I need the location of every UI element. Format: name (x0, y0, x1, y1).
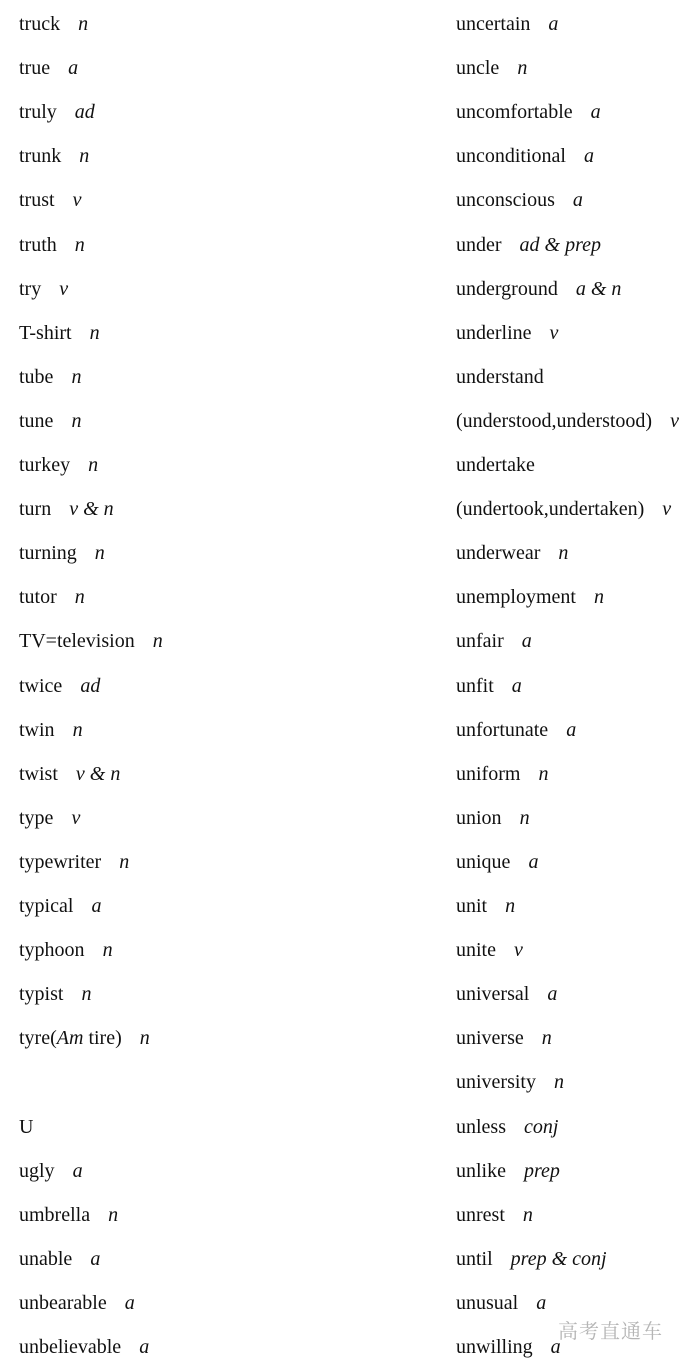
entry-word: tune (19, 409, 54, 432)
entry-word: tyre(Am tire) (19, 1027, 122, 1050)
entry-part-of-speech: a (90, 1247, 101, 1270)
word-entry (19, 453, 98, 477)
word-entry (456, 1159, 560, 1183)
entry-word: TV=television (19, 630, 135, 653)
entry-word: unconscious (456, 189, 555, 212)
entry-word: understand (456, 365, 544, 388)
word-entry (19, 188, 81, 212)
word-entry (456, 188, 583, 212)
word-entry (19, 1335, 149, 1359)
entry-part-of-speech: n (519, 806, 530, 829)
entry-word: underwear (456, 542, 541, 565)
entry-word: type (19, 806, 54, 829)
word-entry (19, 1247, 100, 1271)
word-entry (456, 1291, 546, 1315)
entry-word: uncomfortable (456, 101, 573, 124)
entry-word: tube (19, 365, 54, 388)
word-entry (456, 100, 601, 124)
entry-part-of-speech: v (71, 806, 81, 829)
word-entry (456, 1247, 607, 1271)
word-entry (19, 541, 105, 565)
word-entry (19, 585, 85, 609)
word-entry (456, 56, 527, 80)
word-entry (19, 1026, 150, 1050)
entry-part-of-speech: n (119, 850, 130, 873)
word-entry (456, 938, 523, 962)
entry-word: universal (456, 983, 530, 1006)
entry-word: twist (19, 762, 58, 785)
word-entry (19, 982, 91, 1006)
word-entry (456, 850, 538, 874)
entry-part-of-speech: n (71, 409, 82, 432)
entry-word: try (19, 277, 42, 300)
entry-part-of-speech: a (511, 674, 522, 697)
word-entry (19, 144, 89, 168)
word-entry (456, 365, 544, 389)
entry-part-of-speech: v & n (75, 762, 121, 785)
word-entry (19, 1291, 135, 1315)
word-entry (456, 718, 576, 742)
entry-part-of-speech: v & n (69, 498, 114, 521)
entry-part-of-speech: n (74, 586, 85, 609)
word-entry (19, 409, 81, 433)
entry-part-of-speech: prep (524, 1159, 560, 1182)
entry-word: underline (456, 321, 532, 344)
entry-part-of-speech: v (662, 498, 672, 521)
entry-part-of-speech: n (102, 939, 113, 962)
entry-part-of-speech: ad & prep (519, 233, 602, 256)
word-entry (19, 1115, 33, 1139)
word-entry (19, 674, 100, 698)
entry-word: unconditional (456, 145, 566, 168)
entry-part-of-speech: n (78, 13, 89, 35)
entry-part-of-speech: n (554, 1071, 564, 1094)
entry-part-of-speech: a (550, 1336, 561, 1358)
entry-part-of-speech: n (108, 1203, 119, 1226)
entry-word: (understood,understood) (456, 409, 653, 432)
entry-part-of-speech: n (71, 365, 82, 388)
word-entry (456, 409, 679, 433)
entry-word: typhoon (19, 939, 85, 962)
word-entry (19, 233, 85, 257)
entry-word: twice (19, 674, 63, 697)
entry-part-of-speech: n (522, 1203, 533, 1226)
word-entry (19, 718, 83, 742)
word-entry (19, 894, 101, 918)
entry-part-of-speech: v (59, 277, 69, 300)
word-entry (19, 762, 120, 786)
entry-part-of-speech: a (590, 101, 601, 124)
word-entry (456, 894, 515, 918)
entry-word: university (456, 1071, 536, 1094)
entry-word: unit (456, 895, 488, 917)
entry-part-of-speech: v (549, 321, 559, 344)
entry-part-of-speech: ad (80, 674, 101, 697)
entry-word: universe (456, 1027, 524, 1050)
entry-word: unbelievable (19, 1336, 122, 1358)
entry-part-of-speech: n (139, 1027, 150, 1050)
entry-part-of-speech: a (91, 895, 102, 917)
word-entry (456, 629, 532, 653)
entry-part-of-speech: n (94, 542, 105, 565)
entry-word: underground (456, 277, 558, 300)
entry-part-of-speech: ad (74, 101, 95, 124)
entry-word: unfit (456, 674, 494, 697)
word-entry (19, 321, 100, 345)
word-entry (19, 938, 113, 962)
entry-word: unbearable (19, 1291, 107, 1314)
entry-word: twin (19, 718, 55, 741)
word-entry (19, 497, 114, 521)
entry-word: unusual (456, 1291, 519, 1314)
entry-word: unique (456, 850, 511, 873)
word-entry (456, 1203, 533, 1227)
entry-word: truth (19, 233, 57, 256)
entry-word: unite (456, 939, 496, 962)
entry-part-of-speech: a (583, 145, 594, 168)
entry-word: typewriter (19, 850, 102, 873)
entry-part-of-speech: v (670, 409, 679, 432)
entry-word: turkey (19, 454, 71, 476)
entry-part-of-speech: n (593, 586, 604, 609)
word-entry (456, 233, 601, 257)
word-entry (456, 982, 557, 1006)
entry-word: until (456, 1247, 493, 1270)
entry-word: true (19, 57, 51, 80)
entry-word: unemployment (456, 586, 576, 609)
entry-word: uncle (456, 57, 500, 80)
entry-part-of-speech: v (514, 939, 523, 962)
word-entry (456, 144, 594, 168)
word-entry (456, 541, 568, 565)
entry-part-of-speech: v (72, 189, 82, 212)
entry-part-of-speech: a & n (575, 277, 622, 300)
entry-word: unwilling (456, 1336, 533, 1358)
word-entry (19, 365, 81, 389)
word-entry (456, 277, 621, 301)
word-entry (456, 762, 548, 786)
entry-part-of-speech: a (548, 13, 559, 35)
entry-word: unless (456, 1115, 506, 1138)
entry-word: uncertain (456, 13, 531, 35)
word-entry (456, 806, 530, 830)
entry-word: tutor (19, 586, 57, 609)
entry-part-of-speech: n (72, 718, 83, 741)
entry-part-of-speech: n (538, 762, 549, 785)
entry-word: umbrella (19, 1203, 91, 1226)
word-entry (456, 1026, 552, 1050)
entry-word: uniform (456, 762, 521, 785)
entry-part-of-speech: n (74, 233, 85, 256)
entry-word: typical (19, 895, 74, 917)
word-entry (456, 585, 604, 609)
entry-word: union (456, 806, 502, 829)
entry-part-of-speech: n (152, 630, 163, 653)
watermark-text: 高考直通车 (558, 1319, 663, 1343)
entry-part-of-speech: n (81, 983, 92, 1006)
entry-word: unfair (456, 630, 504, 653)
entry-part-of-speech: a (521, 630, 532, 653)
word-entry (456, 1115, 558, 1139)
word-entry (19, 277, 68, 301)
entry-word: trunk (19, 145, 62, 168)
entry-word: U (19, 1115, 34, 1138)
word-entry (19, 806, 80, 830)
word-entry (456, 321, 558, 345)
word-entry (456, 1070, 564, 1094)
word-entry (456, 1335, 561, 1359)
entry-part-of-speech: prep & conj (510, 1247, 607, 1270)
word-entry (456, 674, 522, 698)
entry-part-of-speech: a (528, 850, 539, 873)
word-entry (456, 12, 558, 36)
entry-part-of-speech: conj (524, 1115, 559, 1138)
entry-part-of-speech: a (572, 189, 583, 212)
word-entry (19, 12, 88, 36)
entry-part-of-speech: n (541, 1027, 552, 1050)
word-entry (19, 1159, 83, 1183)
entry-word: unfortunate (456, 718, 549, 741)
entry-part-of-speech: a (547, 983, 558, 1006)
entry-word: trust (19, 189, 55, 212)
word-entry (19, 56, 78, 80)
entry-word: undertake (456, 454, 535, 476)
word-entry (19, 850, 129, 874)
entry-part-of-speech: a (536, 1291, 547, 1314)
word-entry (19, 1203, 118, 1227)
entry-part-of-speech: a (566, 718, 577, 741)
entry-word: turning (19, 542, 77, 565)
entry-part-of-speech: n (558, 542, 569, 565)
entry-word: typist (19, 983, 64, 1006)
entry-word: unrest (456, 1203, 505, 1226)
entry-word: T-shirt (19, 321, 72, 344)
entry-part-of-speech: a (72, 1159, 83, 1182)
word-entry (456, 497, 671, 521)
entry-word: unable (19, 1247, 73, 1270)
entry-word: truck (19, 13, 61, 35)
word-entry (19, 100, 95, 124)
entry-part-of-speech: n (505, 895, 516, 917)
entry-part-of-speech: n (79, 145, 90, 168)
word-entry (19, 629, 163, 653)
entry-part-of-speech: a (68, 57, 79, 80)
entry-word: (undertook,undertaken) (456, 498, 645, 521)
entry-word: truly (19, 101, 57, 124)
entry-part-of-speech: n (517, 57, 528, 80)
word-entry (456, 453, 535, 477)
entry-word: turn (19, 498, 52, 521)
entry-word: ugly (19, 1159, 55, 1182)
entry-part-of-speech: a (139, 1336, 150, 1358)
entry-part-of-speech: n (89, 321, 100, 344)
entry-part-of-speech: n (88, 454, 99, 476)
entry-word: unlike (456, 1159, 506, 1182)
entry-word: under (456, 233, 502, 256)
entry-part-of-speech: a (124, 1291, 135, 1314)
